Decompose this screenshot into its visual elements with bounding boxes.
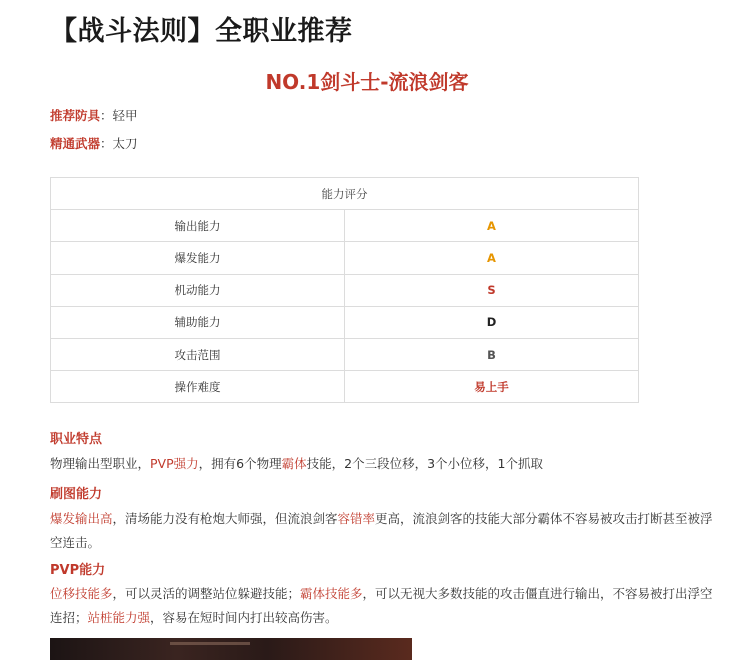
section-title: NO.1剑斗士-流浪剑客	[265, 70, 469, 94]
ability-name: 爆发能力	[51, 242, 345, 274]
ability-grade: D	[345, 306, 639, 338]
pvp-highlight-superarmor: 霸体技能多	[300, 586, 363, 601]
weapon-info	[50, 134, 138, 152]
clear-highlight-tolerance: 容错率	[337, 511, 376, 526]
table-row	[51, 210, 639, 242]
ability-grade: B	[345, 338, 639, 370]
clear-text-2: 更高，流浪剑客的技能大部分霸体不容易被攻击打断甚至被浮空连击。	[50, 511, 713, 550]
weapon-value: ：太刀	[100, 136, 138, 151]
features-heading: 职业特点	[50, 432, 103, 447]
clear-heading: 刷图能力	[50, 487, 103, 502]
table-row	[51, 242, 639, 274]
ability-name: 攻击范围	[51, 338, 345, 370]
ability-name: 操作难度	[51, 371, 345, 403]
ability-name: 机动能力	[51, 274, 345, 306]
features-text-2: ，拥有6个物理	[198, 456, 282, 471]
armor-label: 推荐防具	[50, 108, 101, 123]
pvp-text-3: ，容易在短时间内打出较高伤害。	[150, 610, 338, 625]
ability-name: 输出能力	[51, 210, 345, 242]
pvp-highlight-stationary: 站桩能力强	[87, 610, 151, 625]
clear-highlight-burst: 爆发输出高	[50, 511, 113, 526]
ability-grade: 易上手	[345, 371, 639, 403]
features-text-1: 物理输出型职业，	[50, 456, 151, 471]
features-text	[50, 452, 715, 476]
features-text-3: 技能，2个三段位移，3个小位移，1个抓取	[306, 456, 544, 471]
armor-info	[50, 106, 138, 124]
features-highlight-superarmor: 霸体	[281, 456, 307, 471]
pvp-highlight-mobility: 位移技能多	[50, 586, 113, 601]
pvp-heading: PVP能力	[50, 563, 106, 578]
ability-grade: A	[345, 210, 639, 242]
ability-grade: A	[345, 242, 639, 274]
pvp-text-2: ，可以无视大多数技能的攻击僵直进行输出，不容易被打出浮空连招；	[50, 586, 713, 625]
pvp-text	[50, 582, 715, 630]
rating-table-header: 能力评分	[51, 178, 639, 210]
table-row	[51, 371, 639, 403]
table-row	[51, 306, 639, 338]
ability-name: 辅助能力	[51, 306, 345, 338]
ability-grade: S	[345, 274, 639, 306]
page-title: 【战斗法则】全职业推荐	[50, 16, 353, 47]
clear-text-1: ，清场能力没有枪炮大师强，但流浪剑客	[112, 511, 338, 526]
image-detail	[170, 642, 250, 645]
table-row	[51, 274, 639, 306]
armor-value: ：轻甲	[100, 108, 138, 123]
pvp-text-1: ，可以灵活的调整站位躲避技能；	[112, 586, 301, 601]
table-row	[51, 338, 639, 370]
rating-table	[50, 177, 639, 403]
clear-text	[50, 507, 715, 555]
weapon-label: 精通武器	[50, 136, 101, 151]
game-screenshot-image	[50, 638, 412, 660]
features-highlight-pvp: PVP强力	[150, 456, 199, 471]
